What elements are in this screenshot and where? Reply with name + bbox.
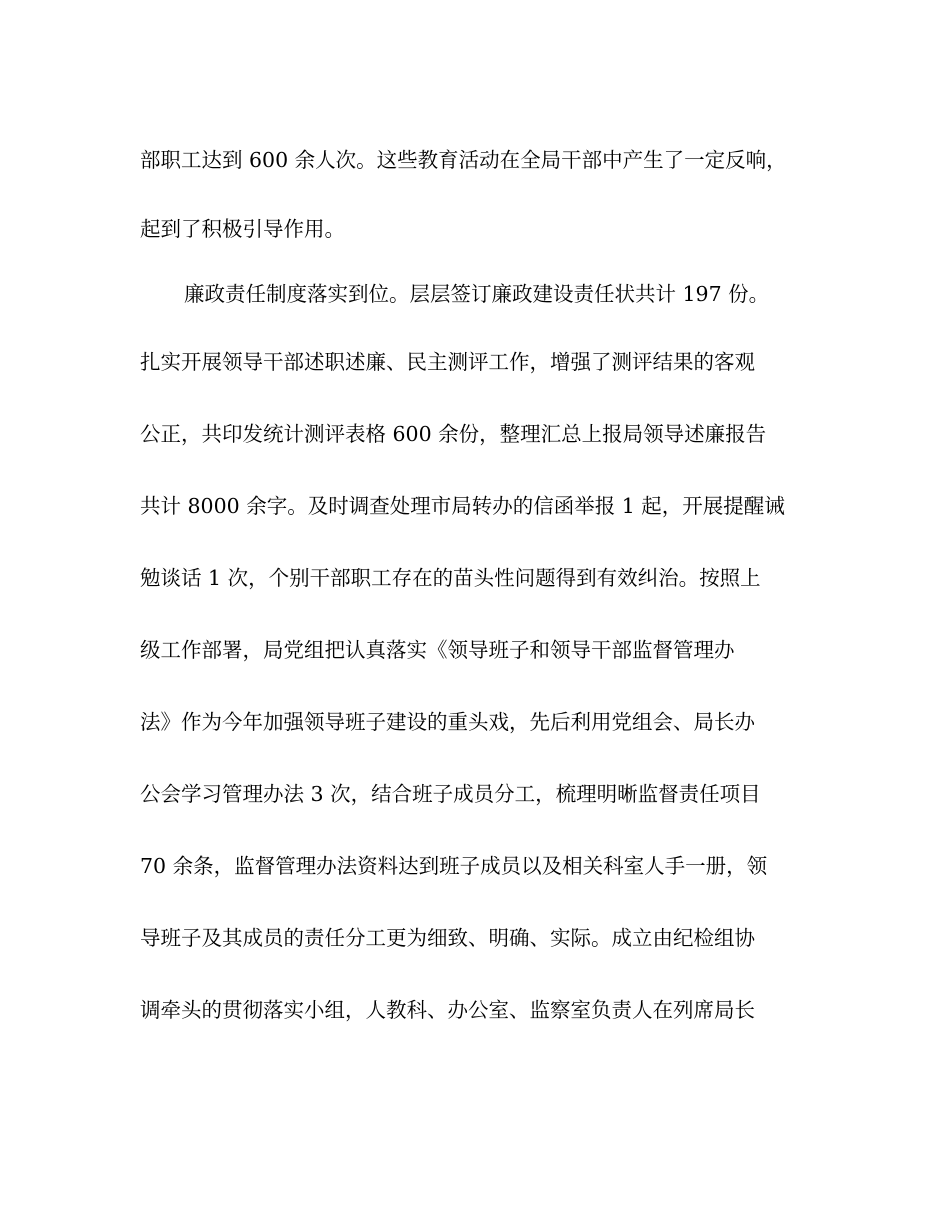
paragraph-line-10: 公会学习管理办法 3 次，结合班子成员分工，梳理明晰监督责任项目: [140, 782, 761, 806]
paragraph-line-3: 廉政责任制度落实到位。层层签订廉政建设责任状共计 197 份。: [184, 282, 770, 306]
paragraph-line-6: 共计 8000 余字。及时调查处理市局转办的信函举报 1 起，开展提醒诫: [140, 494, 785, 518]
paragraph-line-4: 扎实开展领导干部述职述廉、民主测评工作，增强了测评结果的客观: [140, 350, 755, 374]
paragraph-line-12: 导班子及其成员的责任分工更为细致、明确、实际。成立由纪检组协: [140, 926, 755, 950]
paragraph-line-2: 起到了积极引导作用。: [140, 217, 345, 241]
paragraph-line-8: 级工作部署，局党组把认真落实《领导班子和领导干部监督管理办: [140, 638, 735, 662]
paragraph-line-13: 调牵头的贯彻落实小组，人教科、办公室、监察室负责人在列席局长: [140, 998, 755, 1022]
paragraph-line-7: 勉谈话 1 次，个别干部职工存在的苗头性问题得到有效纠治。按照上: [140, 566, 761, 590]
paragraph-line-5: 公正，共印发统计测评表格 600 余份，整理汇总上报局领导述廉报告: [140, 422, 767, 446]
paragraph-line-11: 70 余条，监督管理办法资料达到班子成员以及相关科室人手一册，领: [140, 854, 768, 878]
paragraph-line-9: 法》作为今年加强领导班子建设的重头戏，先后利用党组会、局长办: [140, 710, 755, 734]
paragraph-line-1: 部职工达到 600 余人次。这些教育活动在全局干部中产生了一定反响，: [140, 148, 787, 172]
